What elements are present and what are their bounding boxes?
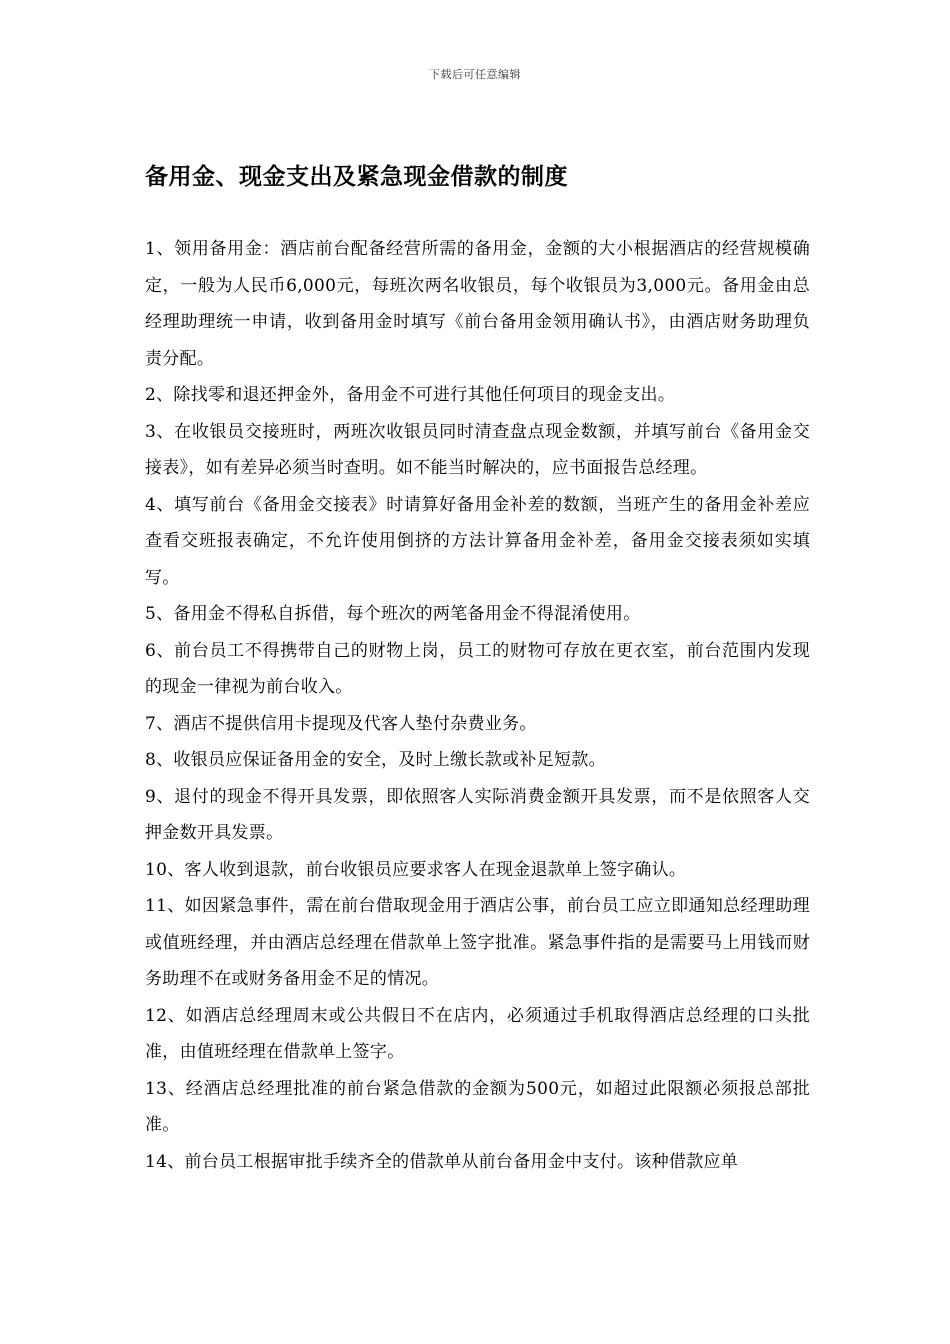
paragraph-13: 13、经酒店总经理批准的前台紧急借款的金额为500元，如超过此限额必须报总部批准。 [145,1078,810,1135]
paragraph-8: 8、收银员应保证备用金的安全，及时上缴长款或补足短款。 [145,750,606,770]
page-header: 下载后可任意编辑 [429,68,521,81]
paragraph-10: 10、客人收到退款，前台收银员应要求客人在现金退款单上签字确认。 [145,859,687,880]
paragraph-1: 1、领用备用金：酒店前台配备经营所需的备用金，金额的大小根据酒店的经营规模确定，一般为人民币6,000元，每班次两名收银员，每个收银员为3,000元。备用金由总经理助理统一申请，收到备用金时填写《前台备用金领用确认书》，由酒店财务助理负责分配。 [145,239,810,369]
paragraph-5: 5、备用金不得私自拆借，每个班次的两笔备用金不得混淆使用。 [145,604,641,624]
document-title: 备用金、现金支出及紧急现金借款的制度 [145,164,568,190]
paragraph-11: 11、如因紧急事件，需在前台借取现金用于酒店公事，前台员工应立即通知总经理助理或值班经理，并由酒店总经理在借款单上签字批准。紧急事件指的是需要马上用钱而财务助理不在或财务备用金不足的情况。 [145,896,810,989]
paragraph-4: 4、填写前台《备用金交接表》时请算好备用金补差的数额，当班产生的备用金补差应查看交班报表确定，不允许使用倒挤的方法计算备用金补差，备用金交接表须如实填写。 [145,494,810,588]
paragraph-2: 2、除找零和退还押金外，备用金不可进行其他任何项目的现金支出。 [145,385,676,405]
paragraph-6: 6、前台员工不得携带自己的财物上岗，员工的财物可存放在更衣室，前台范围内发现的现金一律视为前台收入。 [145,640,810,697]
paragraph-14: 14、前台员工根据审批手续齐全的借款单从前台备用金中支付。该种借款应单 [145,1151,739,1172]
paragraph-7: 7、酒店不提供信用卡提现及代客人垫付杂费业务。 [145,713,537,734]
document-body [145,231,810,1180]
paragraph-9: 9、退付的现金不得开具发票，即依照客人实际消费金额开具发票，而不是依照客人交押金数开具发票。 [145,786,810,843]
paragraph-3: 3、在收银员交接班时，两班次收银员同时清查盘点现金数额，并填写前台《备用金交接表》，如有差异必须当时查明。如不能当时解决的，应书面报告总经理。 [145,421,810,478]
paragraph-12: 12、如酒店总经理周末或公共假日不在店内，必须通过手机取得酒店总经理的口头批准，由值班经理在借款单上签字。 [145,1005,810,1062]
